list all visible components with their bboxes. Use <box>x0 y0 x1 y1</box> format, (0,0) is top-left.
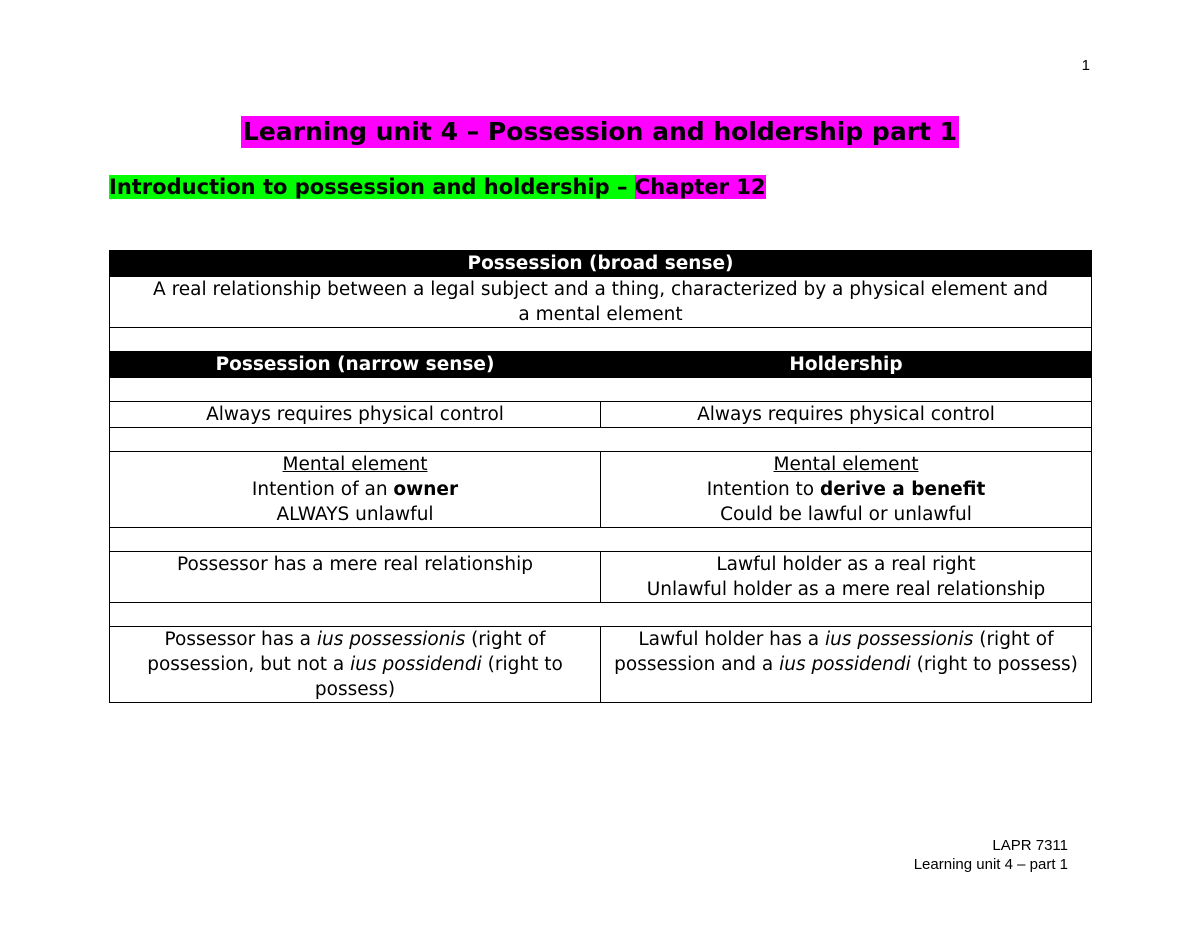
lawfulness-text: Could be lawful or unlawful <box>720 504 972 525</box>
table-row <box>110 528 1092 552</box>
table-row <box>110 402 1092 428</box>
holdership-relationship <box>601 552 1092 603</box>
possession-relationship: Possessor has a mere real relationship <box>110 552 601 603</box>
possession-rights <box>110 627 601 703</box>
rights-text: (right of possession, but not a <box>147 629 546 675</box>
table-row <box>110 428 1092 452</box>
unlawful-holder-text: Unlawful holder as a mere real relationship <box>646 579 1046 600</box>
table-row <box>110 603 1092 627</box>
page-footer <box>914 836 1068 874</box>
page-title: Learning unit 4 – Possession and holdership part 1 <box>242 117 958 146</box>
comparison-table <box>109 250 1092 703</box>
lawful-holder-text: Lawful holder as a real right <box>716 554 976 575</box>
chapter-reference: Chapter 12 <box>634 175 766 199</box>
rights-term: ius possidendi <box>779 654 911 675</box>
holdership-header: Holdership <box>601 352 1092 378</box>
section-heading-text: Introduction to possession and holdership – <box>109 175 635 199</box>
title-container <box>0 116 1200 148</box>
table-row <box>110 452 1092 528</box>
spacer-row <box>110 378 1092 402</box>
spacer-row <box>110 428 1092 452</box>
intention-emphasis: derive a benefit <box>820 479 986 500</box>
intention-text: Intention of an <box>251 479 394 500</box>
table-row <box>110 378 1092 402</box>
table-row <box>110 328 1092 352</box>
rights-text: Possessor has a <box>164 629 317 650</box>
table-row <box>110 552 1092 603</box>
holdership-physical-element: Always requires physical control <box>601 402 1092 428</box>
intention-text: Intention to <box>706 479 820 500</box>
page-number: 1 <box>1081 57 1090 74</box>
rights-term: ius possidendi <box>350 654 482 675</box>
broad-sense-definition: A real relationship between a legal subject and a thing, characterized by a physical element and a mental element <box>110 277 1092 328</box>
narrow-sense-header: Possession (narrow sense) <box>110 352 601 378</box>
spacer-row <box>110 528 1092 552</box>
mental-element-heading: Mental element <box>773 454 919 475</box>
rights-text: Lawful holder has a <box>638 629 825 650</box>
rights-term: ius possessionis <box>825 629 974 650</box>
rights-text: (right to possess) <box>314 654 563 700</box>
spacer-row <box>110 328 1092 352</box>
rights-term: ius possessionis <box>316 629 466 650</box>
rights-text: (right of possession and a <box>614 629 1054 675</box>
rights-text: (right to possess) <box>910 654 1078 675</box>
intention-emphasis: owner <box>393 479 459 500</box>
possession-physical-element: Always requires physical control <box>110 402 601 428</box>
spacer-row <box>110 603 1092 627</box>
table-row <box>110 627 1092 703</box>
footer-unit-label: Learning unit 4 – part 1 <box>913 856 1068 873</box>
broad-sense-header: Possession (broad sense) <box>110 251 1092 277</box>
holdership-mental-element <box>601 452 1092 528</box>
table-row <box>110 277 1092 328</box>
section-heading <box>109 173 766 202</box>
possession-mental-element <box>110 452 601 528</box>
table-row <box>110 251 1092 277</box>
mental-element-heading: Mental element <box>282 454 428 475</box>
holdership-rights <box>601 627 1092 703</box>
course-code: LAPR 7311 <box>992 837 1068 854</box>
table-row <box>110 352 1092 378</box>
lawfulness-text: ALWAYS unlawful <box>276 504 434 525</box>
